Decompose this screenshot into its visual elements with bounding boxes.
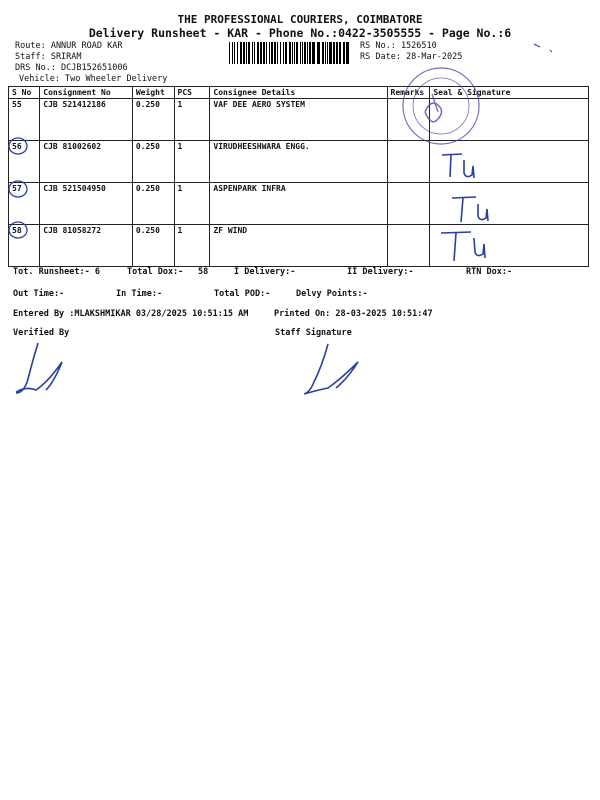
drs-number: DRS No.: DCJB152651006 [15, 63, 128, 73]
cell-sno: 58 [9, 225, 40, 267]
barcode-bar [339, 42, 341, 64]
verified-by-label: Verified By [13, 328, 70, 338]
entered-by: Entered By :MLAKSHMIKAR 03/28/2025 10:51:15 AM [13, 309, 249, 319]
table-header-row [9, 87, 589, 99]
tot-runsheet: Tot. Runsheet:- 6 [13, 267, 100, 277]
cell-sno: 55 [9, 99, 40, 141]
barcode-bar [300, 42, 301, 64]
cell-pcs: 1 [174, 141, 210, 183]
barcode-bar [269, 42, 270, 64]
cell-remarks [387, 225, 430, 267]
col-header-sno: S No [9, 87, 40, 99]
barcode-bar [237, 42, 238, 64]
staff-signature-mark [304, 344, 358, 394]
table-row [9, 141, 589, 183]
in-time: In Time:- [116, 289, 163, 299]
cell-consignment: CJB 81058272 [40, 225, 133, 267]
barcode-bar [346, 42, 349, 64]
cell-remarks [387, 183, 430, 225]
cell-signature [430, 99, 589, 141]
barcode-bar [232, 42, 233, 64]
barcode-bar [266, 42, 267, 64]
barcode-bar [329, 42, 332, 64]
table-row [9, 183, 589, 225]
out-time: Out Time:- [13, 289, 65, 299]
barcode-bar [333, 42, 335, 64]
barcode-bar [304, 42, 306, 64]
col-header-pcs: PCS [174, 87, 210, 99]
cell-sno: 57 [9, 183, 40, 225]
barcode-bar [257, 42, 259, 64]
cell-consignee: VIRUDHEESHWARA ENGG. [210, 141, 387, 183]
cell-weight: 0.250 [132, 99, 174, 141]
barcode-bar [285, 42, 287, 64]
stray-mark [534, 44, 552, 52]
barcode-bar [240, 42, 242, 64]
cell-remarks [387, 99, 430, 141]
barcode-bar [296, 42, 298, 64]
barcode-bar [289, 42, 291, 64]
barcode-bar [260, 42, 262, 64]
barcode-bar [248, 42, 250, 64]
route-text: Route: ANNUR ROAD KAR [15, 41, 123, 51]
rs-number: RS No.: 1526510 [360, 41, 437, 51]
staff-signature-label: Staff Signature [275, 328, 352, 338]
cell-consignment: CJB 81002602 [40, 141, 133, 183]
cell-pcs: 1 [174, 225, 210, 267]
barcode-bar [325, 42, 326, 64]
table-row [9, 225, 589, 267]
barcode-bar [234, 42, 235, 64]
cell-weight: 0.250 [132, 183, 174, 225]
vehicle-text: Vehicle: Two Wheeler Delivery [19, 74, 168, 84]
cell-pcs: 1 [174, 183, 210, 225]
printed-on: Printed On: 28-03-2025 10:51:47 [274, 309, 433, 319]
barcode-bar [254, 42, 255, 64]
cell-consignee: VAF DEE AERO SYSTEM [210, 99, 387, 141]
ii-delivery: II Delivery:- [347, 267, 414, 277]
barcode-bar [274, 42, 276, 64]
table-row [9, 99, 589, 141]
consignment-table [8, 86, 589, 267]
i-delivery: I Delivery:- [234, 267, 296, 277]
barcode-bar [307, 42, 308, 64]
cell-consignment: CJB 521504950 [40, 183, 133, 225]
cell-pcs: 1 [174, 99, 210, 141]
cell-signature [430, 141, 589, 183]
barcode-bar [327, 42, 328, 64]
cell-weight: 0.250 [132, 225, 174, 267]
col-header-consignment: Consignment No [40, 87, 133, 99]
col-header-consignee: Consignee Details [210, 87, 387, 99]
rtn-dox: RTN Dox:- [466, 267, 513, 277]
barcode-bar [280, 42, 281, 64]
barcode-bar [322, 42, 324, 64]
barcode-bar [317, 42, 320, 64]
cell-consignee: ASPENPARK INFRA [210, 183, 387, 225]
rs-date: RS Date: 28-Mar-2025 [360, 52, 463, 62]
cell-remarks [387, 141, 430, 183]
total-pod: Total POD:- [214, 289, 271, 299]
col-header-weight: Weight [132, 87, 174, 99]
barcode-bar [343, 42, 345, 64]
barcode-bar [283, 42, 284, 64]
barcode-bar [263, 42, 265, 64]
barcode-bar [312, 42, 315, 64]
barcode-bar [309, 42, 311, 64]
barcode-bar [271, 42, 273, 64]
cell-signature [430, 183, 589, 225]
barcode [229, 42, 349, 64]
cell-consignment: CJB 521412186 [40, 99, 133, 141]
delvy-points: Delvy Points:- [296, 289, 368, 299]
barcode-bar [277, 42, 278, 64]
total-dox-label: Total Dox:- [127, 267, 184, 277]
col-header-seal-signature: Seal & Signature [430, 87, 589, 99]
cell-consignee: ZF WIND [210, 225, 387, 267]
cell-signature [430, 225, 589, 267]
barcode-bar [246, 42, 247, 64]
barcode-bar [292, 42, 293, 64]
barcode-bar [302, 42, 303, 64]
runsheet-title: Delivery Runsheet - KAR - Phone No.:0422-3505555 - Page No.:6 [88, 26, 512, 40]
staff-text: Staff: SRIRAM [15, 52, 82, 62]
cell-sno: 56 [9, 141, 40, 183]
barcode-bar [252, 42, 253, 64]
cell-weight: 0.250 [132, 141, 174, 183]
company-title: THE PROFESSIONAL COURIERS, COIMBATORE [177, 13, 423, 26]
barcode-bar [229, 42, 230, 64]
verified-by-signature [16, 343, 62, 393]
barcode-bar [243, 42, 245, 64]
barcode-bar [336, 42, 338, 64]
barcode-bar [294, 42, 295, 64]
col-header-remarks: Remarks [387, 87, 430, 99]
total-dox-value: 58 [198, 267, 209, 277]
